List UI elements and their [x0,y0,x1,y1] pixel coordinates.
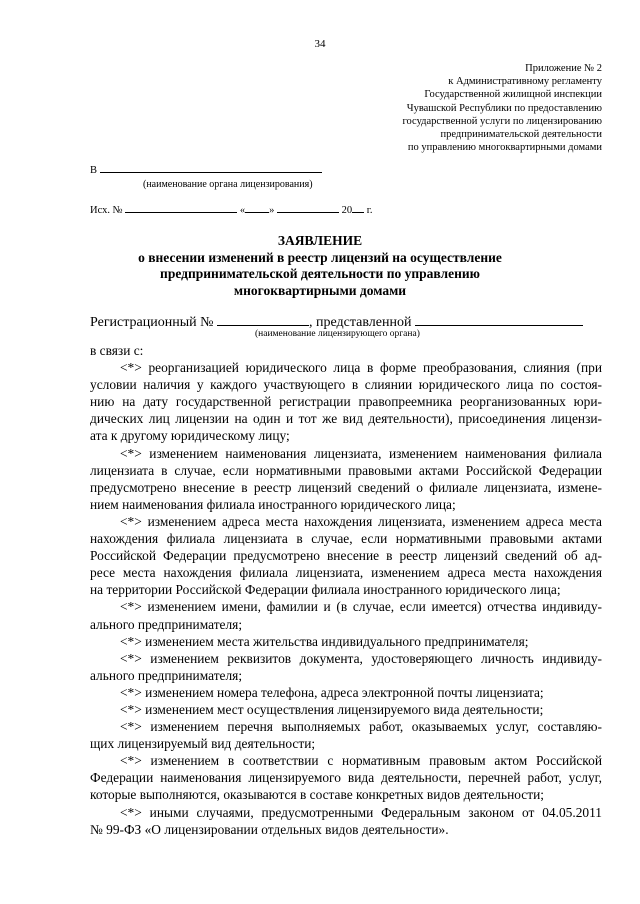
quote-close: » [269,205,275,216]
appendix-line: государственной услуги по лицензированию [402,115,602,127]
body-line: щих лицензируемый вид деятельности; [90,736,316,752]
body-line: № 99-ФЗ «О лицензировании отдельных видов деятельности». [90,821,449,837]
body-line: <*> реорганизацией юридического лица в форме преобразования, слияния (при [120,360,602,376]
body-line: дических лиц лицензии на один и тот же вид деятельности), присоединения лицензи- [90,411,602,427]
title-line: многоквартирными домами [233,282,407,298]
addressee-prefix: В [90,165,98,176]
body-line: нием наименования филиала иностранного юридического лица; [90,496,456,512]
appendix-line: Приложение № 2 [525,63,602,74]
body-line: <*> изменением номера телефона, адреса электронной почты лицензиата; [120,684,544,700]
body-line: ата к другому юридическому лицу; [90,428,290,444]
addressee-line [90,163,322,176]
quote-open: « [239,205,246,216]
appendix-line: предпринимательской деятельности [440,129,602,141]
body-line: ального предпринимателя; [90,667,243,683]
body-line: нахождения филиала лицензиата в случае, если нормативными правовыми актами [90,531,602,547]
body-line: ального предпринимателя; [90,616,243,632]
body-line: условии наличия у каждого участвующего в слиянии юридического лица по состоя- [90,377,602,393]
appendix-line: по управлению многоквартирными домами [407,142,602,154]
registration-middle: , представленной [309,315,412,330]
addressee-blank [100,163,322,173]
title-line: предпринимательской деятельности по управлению [160,266,480,281]
body-line: <*> изменением места жительства индивидуального предпринимателя; [120,633,529,649]
year-prefix: 20 [341,205,353,216]
body-line: лицензиата в случае, если нормативными правовыми актами Российской Федерации [90,462,602,478]
registration-caption: (наименование лицензирующего органа) [255,329,420,339]
month-blank [277,203,339,213]
outgoing-label: Исх. № [90,205,123,216]
body-line: <*> изменением имени, фамилии и (в случае, если имеется) отчества индивиду- [120,599,602,615]
licensing-authority-blank [415,313,583,326]
body-line: в связи с: [90,343,144,358]
day-blank [245,203,269,213]
body-line: Российской Федерации предусмотрено внесение в реестр лицензий сведений об ад- [90,548,602,564]
outgoing-number-blank [125,203,237,213]
title-heading: ЗАЯВЛЕНИЕ [277,233,363,248]
body-line: Федерации наименования лицензируемого вида деятельности, перечней работ, услуг, [90,770,602,786]
body-line: <*> изменением в соответствии с нормативным правовым актом Российской [120,753,602,769]
body-line: <*> иными случаями, предусмотренными Федеральным законом от 04.05.2011 [120,804,602,820]
year-blank [352,203,364,213]
document-title [0,233,640,299]
body-line: <*> изменением реквизитов документа, удостоверяющего личность индивиду- [120,650,602,666]
appendix-header [403,62,603,154]
body-line: на территории Российской Федерации филиала иностранного юридического лица; [90,582,561,598]
page-number: 34 [314,38,326,50]
registration-label: Регистрационный № [90,315,214,330]
body-line: <*> изменением перечня выполняемых работ, оказываемых услуг, составляю- [120,719,602,735]
body-line: ресе места нахождения филиала лицензиата, изменением адреса места нахождения [90,565,602,581]
title-line: о внесении изменений в реестр лицензий на осуществление [138,249,502,265]
addressee-caption: (наименование органа лицензирования) [143,179,313,190]
body-line: нию на дату государственной регистрации правопреемника реорганизованных юри- [90,394,602,410]
outgoing-number-line [90,203,373,216]
registration-number-blank [217,313,309,326]
year-suffix: г. [366,205,373,216]
appendix-line: Чувашской Республики по предоставлению [406,102,602,114]
appendix-line: Государственной жилищной инспекции [424,89,602,101]
body-line: <*> изменением адреса места нахождения лицензиата, изменением адреса места [120,513,602,529]
body-line: которые выполняются, оказываются в составе конкретных видов деятельности; [90,787,544,803]
reasons-list [90,342,602,838]
appendix-line: к Административному регламенту [448,76,602,88]
body-line: предусмотрено внесение в реестр лицензий сведений о филиале лицензиата, измене- [90,479,602,495]
body-line: <*> изменением мест осуществления лицензируемого вида деятельности; [120,701,544,717]
body-line: <*> изменением наименования лицензиата, изменением наименования филиала [120,445,602,461]
